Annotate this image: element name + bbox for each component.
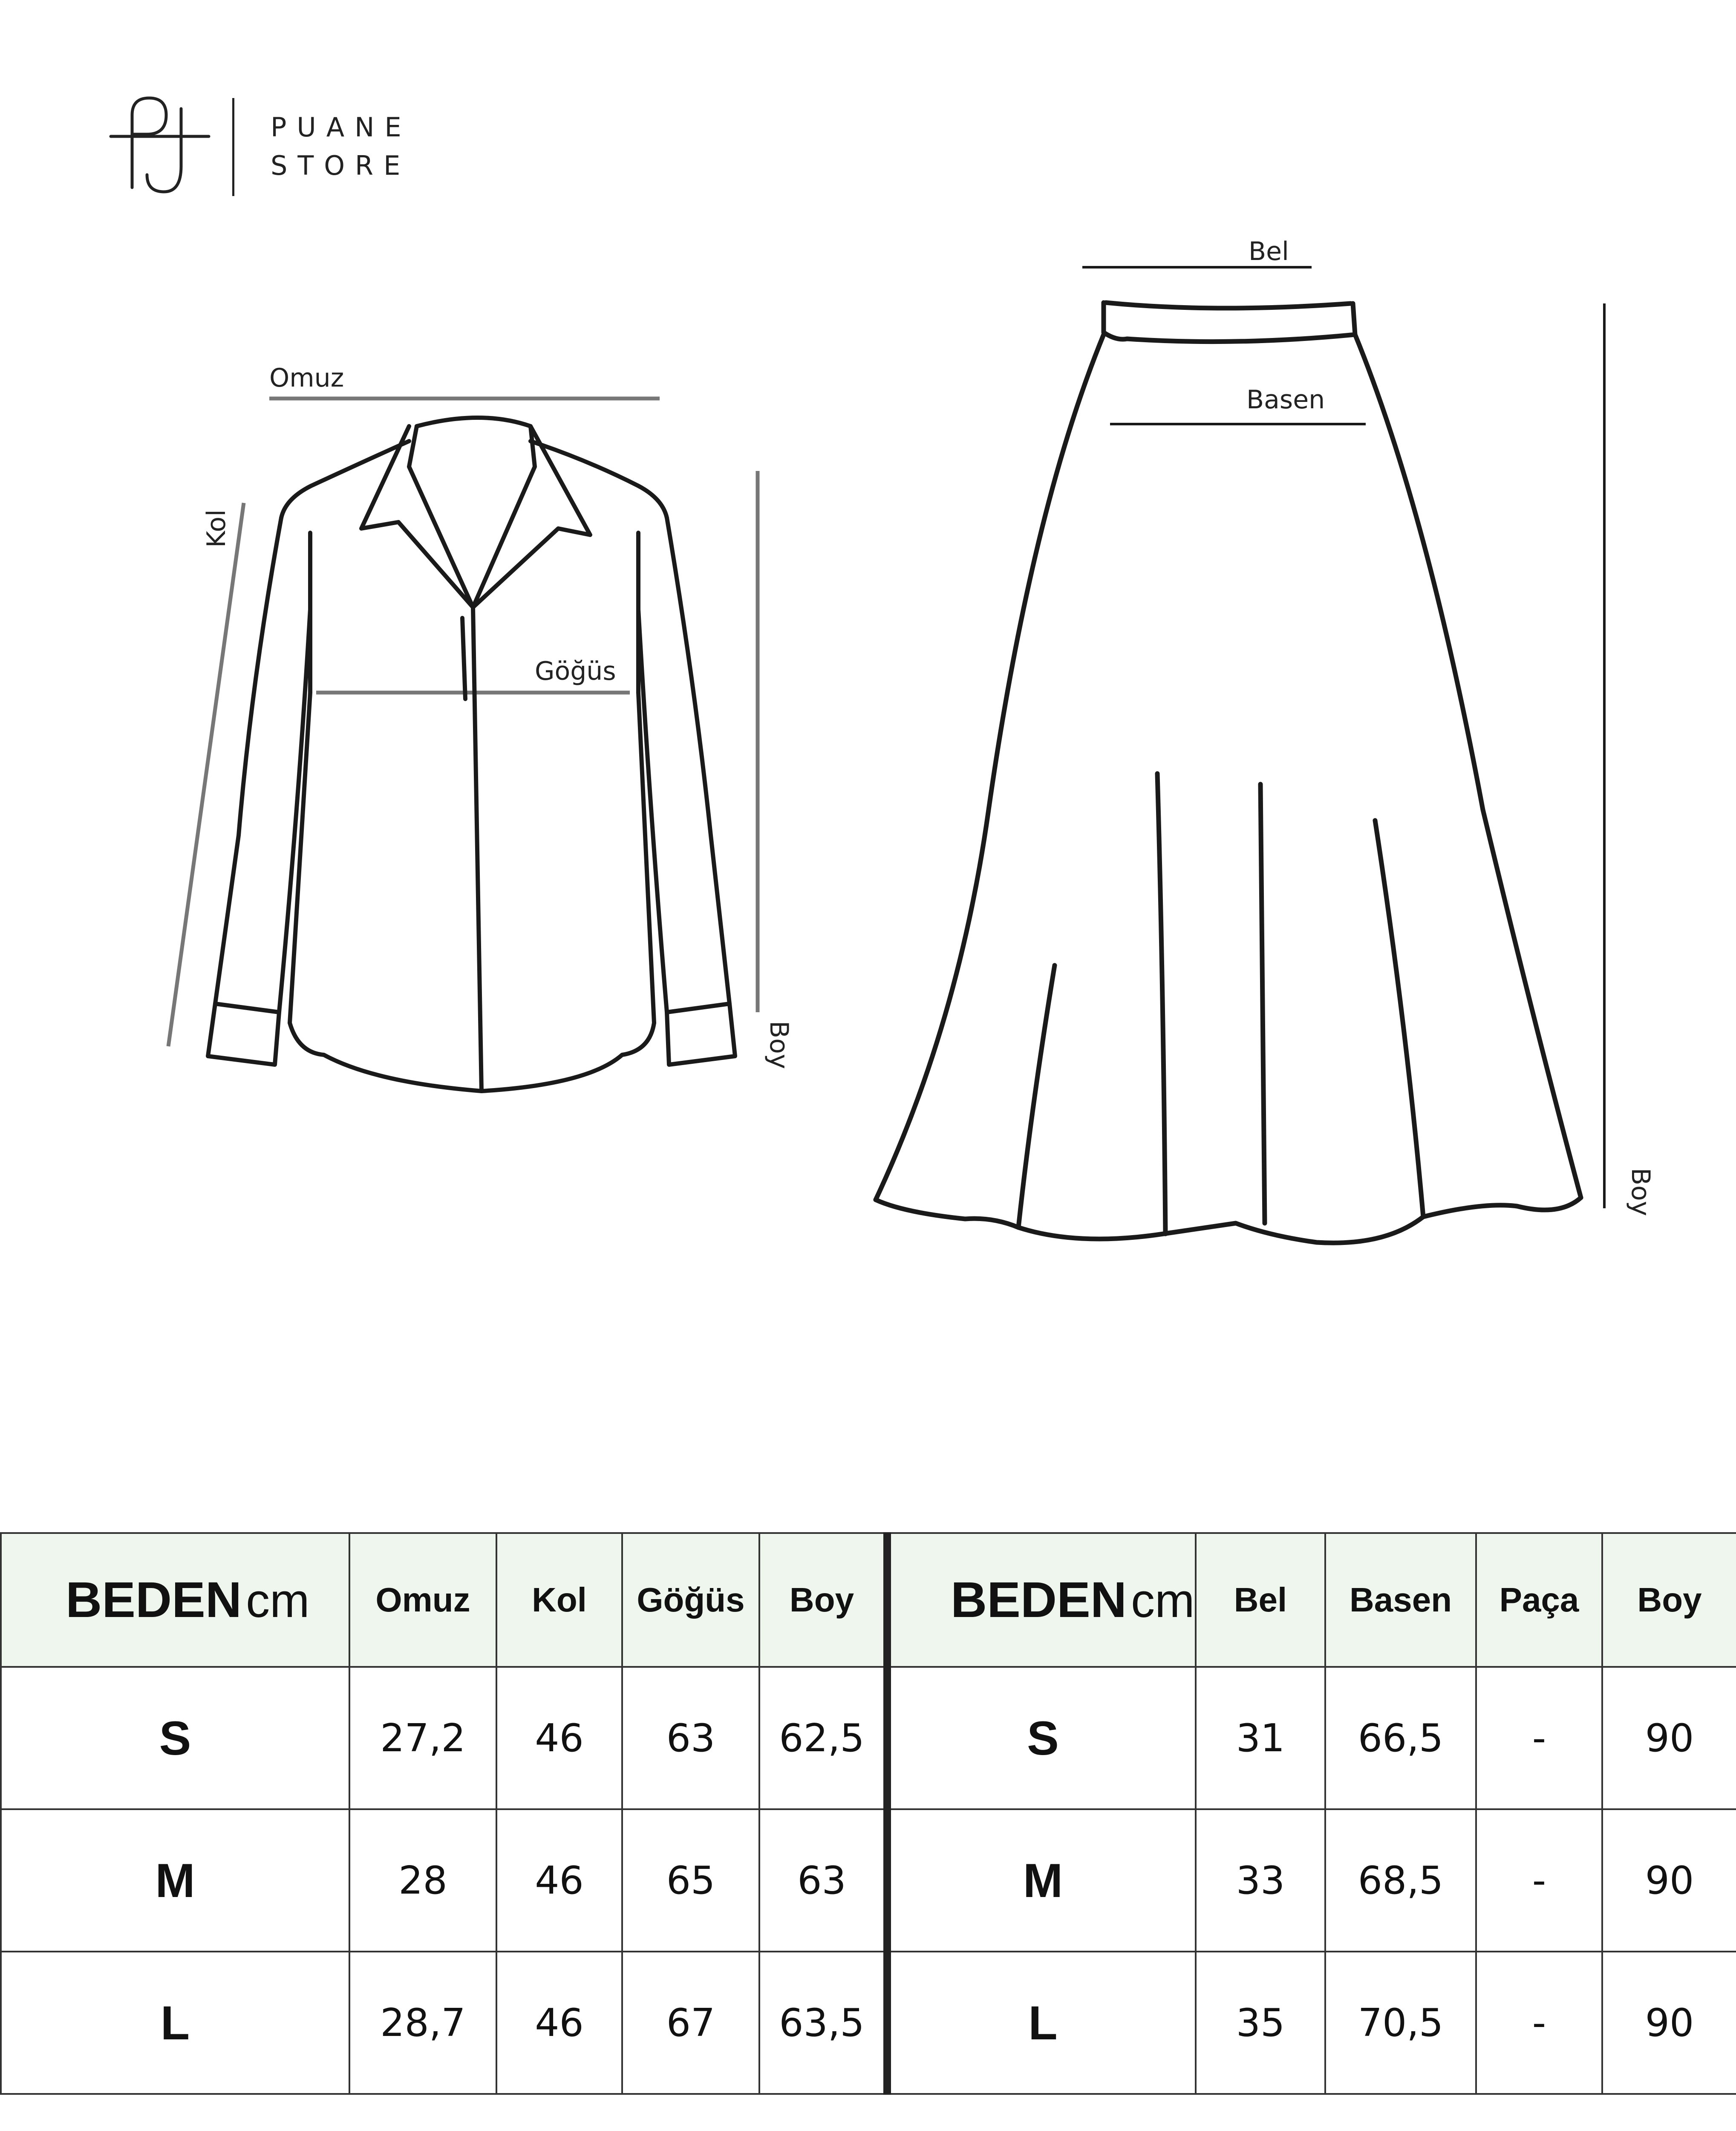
- shirt-kol-cell: 46: [496, 1809, 622, 1952]
- shirt-kol-label: Kol: [202, 509, 231, 548]
- shirt-kol-cell: 46: [496, 1667, 622, 1809]
- table-row: [1, 1809, 1736, 1952]
- skirt-size-cell: M: [887, 1809, 1196, 1952]
- table-row: [1, 1952, 1736, 2094]
- skirt-measure-lines: [1082, 267, 1604, 1208]
- skirt-col-bel: Bel: [1196, 1533, 1325, 1667]
- skirt-outline: [876, 303, 1581, 1243]
- shirt-omuz-label: Omuz: [269, 363, 344, 393]
- shirt-boy-cell: 63: [759, 1809, 887, 1952]
- skirt-paca-cell: -: [1476, 1952, 1602, 2094]
- shirt-outline: [208, 418, 735, 1091]
- skirt-bel-cell: 31: [1196, 1667, 1325, 1809]
- skirt-col-basen: Basen: [1325, 1533, 1476, 1667]
- shirt-kol-line: [168, 503, 244, 1046]
- shirt-gogus-cell: 63: [622, 1667, 759, 1809]
- skirt-boy-label: Boy: [1626, 1168, 1655, 1216]
- shirt-boy-label: Boy: [764, 1021, 794, 1069]
- table-row: [1, 1667, 1736, 1809]
- shirt-col-gogus: Göğüs: [622, 1533, 759, 1667]
- skirt-size-cell: L: [887, 1952, 1196, 2094]
- skirt-boy-cell: 90: [1602, 1809, 1736, 1952]
- shirt-col-kol: Kol: [496, 1533, 622, 1667]
- shirt-omuz-cell: 28,7: [349, 1952, 496, 2094]
- skirt-paca-cell: -: [1476, 1809, 1602, 1952]
- shirt-gogus-label: Göğüs: [535, 656, 616, 686]
- shirt-omuz-cell: 28: [349, 1809, 496, 1952]
- shirt-col-omuz: Omuz: [349, 1533, 496, 1667]
- shirt-size-header: BEDENcm: [1, 1533, 349, 1667]
- size-chart-table: [0, 1532, 1736, 2095]
- skirt-col-paca: Paça: [1476, 1533, 1602, 1667]
- skirt-boy-cell: 90: [1602, 1667, 1736, 1809]
- skirt-basen-cell: 68,5: [1325, 1809, 1476, 1952]
- shirt-size-cell: L: [1, 1952, 349, 2094]
- skirt-basen-cell: 66,5: [1325, 1667, 1476, 1809]
- shirt-gogus-cell: 67: [622, 1952, 759, 2094]
- shirt-measure-lines: [168, 398, 758, 1046]
- shirt-boy-cell: 62,5: [759, 1667, 887, 1809]
- skirt-basen-label: Basen: [1246, 385, 1325, 415]
- skirt-bel-cell: 33: [1196, 1809, 1325, 1952]
- shirt-size-cell: M: [1, 1809, 349, 1952]
- brand-name-line1: PUANE: [271, 112, 412, 143]
- shirt-kol-cell: 46: [496, 1952, 622, 2094]
- skirt-basen-cell: 70,5: [1325, 1952, 1476, 2094]
- skirt-paca-cell: -: [1476, 1667, 1602, 1809]
- skirt-col-boy: Boy: [1602, 1533, 1736, 1667]
- skirt-boy-cell: 90: [1602, 1952, 1736, 2094]
- skirt-size-cell: S: [887, 1667, 1196, 1809]
- skirt-size-header: BEDENcm: [887, 1533, 1196, 1667]
- shirt-gogus-cell: 65: [622, 1809, 759, 1952]
- shirt-col-boy: Boy: [759, 1533, 887, 1667]
- shirt-omuz-cell: 27,2: [349, 1667, 496, 1809]
- skirt-bel-label: Bel: [1249, 237, 1289, 266]
- table-header-row: [1, 1533, 1736, 1667]
- skirt-bel-cell: 35: [1196, 1952, 1325, 2094]
- shirt-size-cell: S: [1, 1667, 349, 1809]
- shirt-boy-cell: 63,5: [759, 1952, 887, 2094]
- brand-name-line2: STORE: [271, 150, 411, 181]
